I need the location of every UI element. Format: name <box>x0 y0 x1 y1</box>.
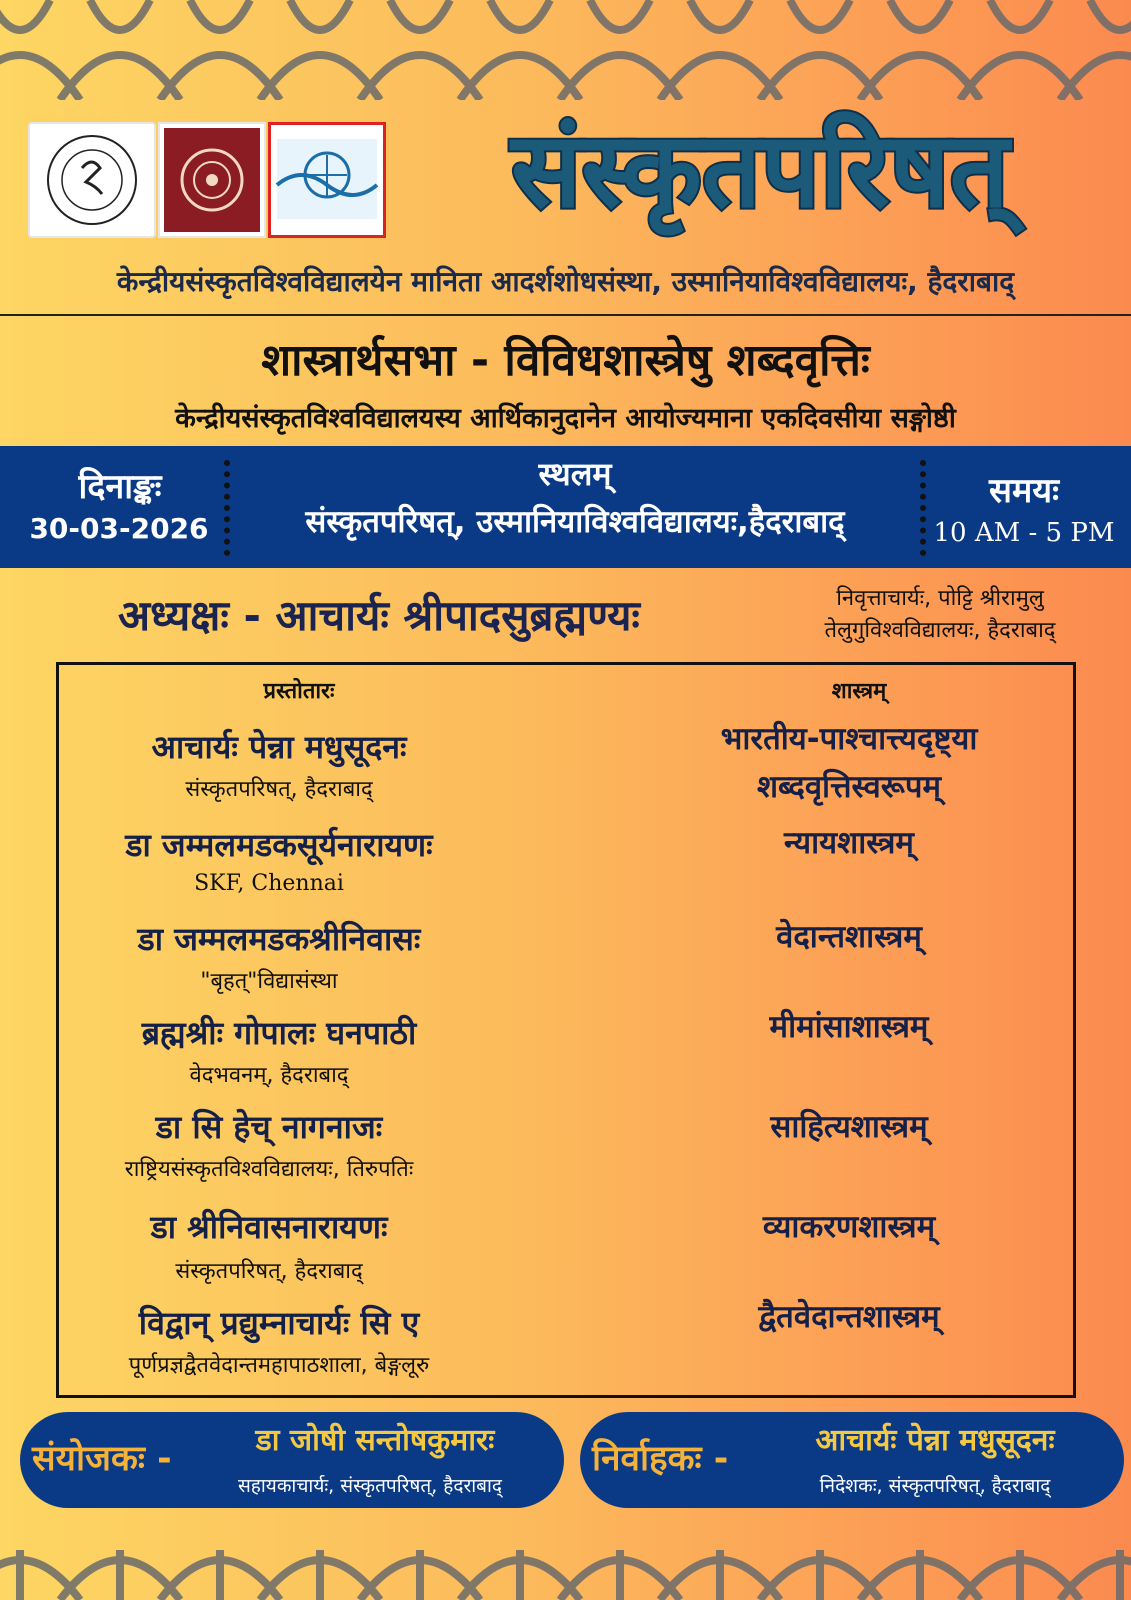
speaker-affiliation: राष्ट्रियसंस्कृतविश्वविद्यालयः, तिरुपतिः <box>124 1157 414 1182</box>
decorative-top-border <box>0 0 1131 100</box>
institution-affiliation: केन्द्रीयसंस्कृतविश्वविद्यालयेन मानिता आदर्शशोधसंस्था, उस्मानियाविश्वविद्यालयः, हैदराबाद् <box>116 265 1015 298</box>
director-box <box>580 1412 1124 1508</box>
topic: द्वैतवेदान्तशास्त्रम् <box>758 1299 940 1335</box>
event-title: शास्त्रार्थसभा - विविधशास्त्रेषु शब्दवृत्तिः <box>261 335 870 386</box>
topic: व्याकरणशास्त्रम् <box>762 1209 936 1245</box>
speaker-affiliation: वेदभवनम्, हैदराबाद् <box>189 1063 349 1088</box>
topic-column-header: शास्त्रम् <box>831 679 887 704</box>
topic: मीमांसाशास्त्रम् <box>769 1009 929 1045</box>
topic: वेदान्तशास्त्रम् <box>776 919 922 955</box>
time-value: 10 AM - 5 PM <box>933 518 1115 548</box>
convener-box <box>20 1412 564 1508</box>
convener-name: डा जोषी सन्तोषकुमारः <box>255 1423 495 1458</box>
speaker-affiliation: संस्कृतपरिषत्, हैदराबाद् <box>185 777 373 802</box>
speaker-affiliation: संस्कृतपरिषत्, हैदराबाद् <box>175 1259 363 1284</box>
speaker-affiliation: पूर्णप्रज्ञद्वैतवेदान्तमहापाठशाला, बेङ्गलूरु <box>128 1353 430 1378</box>
svg-text:संस्कृतपरिषत्: संस्कृतपरिषत् <box>511 109 1009 231</box>
page-title <box>440 88 1080 258</box>
date-label: दिनाङ्कः <box>78 467 162 507</box>
speaker-name: डा जम्मलमडकश्रीनिवासः <box>137 920 421 958</box>
speakers-column-header: प्रस्तोतारः <box>263 679 335 704</box>
director-name: आचार्यः पेन्ना मधुसूदनः <box>815 1423 1055 1458</box>
time-label: समयः <box>989 471 1059 511</box>
event-subtitle: केन्द्रीयसंस्कृतविश्वविद्यालयस्य आर्थिकानुदानेन आयोज्यमाना एकदिवसीया सङ्गोष्ठी <box>175 403 956 434</box>
director-affiliation: निदेशकः, संस्कृतपरिषत्, हैदराबाद् <box>819 1475 1051 1497</box>
chairperson: अध्यक्षः - आचार्यः श्रीपादसुब्रह्मण्यः <box>118 591 640 640</box>
topic: साहित्यशास्त्रम् <box>770 1109 928 1145</box>
convener-role: संयोजकः - <box>32 1439 172 1479</box>
director-role: निर्वाहकः - <box>592 1439 729 1479</box>
speaker-name: डा जम्मलमडकसूर्यनारायणः <box>125 826 433 864</box>
chairperson-affiliation-line2: तेलुगुविश्वविद्यालयः, हैदराबाद् <box>824 618 1056 643</box>
speaker-name: डा सि हेच् नागनाजः <box>155 1108 383 1146</box>
topic: भारतीय-पाश्चात्त्यदृष्ट्या <box>720 721 978 757</box>
speaker-name: ब्रह्मश्रीः गोपालः घनपाठी <box>141 1014 417 1052</box>
speaker-affiliation: SKF, Chennai <box>194 871 344 896</box>
sanskrit-academy-logo <box>158 122 266 238</box>
topic: शब्दवृत्तिस्वरूपम् <box>756 769 942 805</box>
osmania-university-logo <box>28 122 156 238</box>
divider <box>0 314 1131 316</box>
sanskrit-parishat-logo <box>268 122 386 238</box>
venue-value: संस्कृतपरिषत्, उस्मानियाविश्वविद्यालयः,हैदराबाद् <box>305 504 845 540</box>
speakers-panel <box>56 662 1076 1398</box>
topic: न्यायशास्त्रम् <box>784 825 914 861</box>
chairperson-affiliation-line1: निवृत्ताचार्यः, पोट्टि श्रीरामुलु <box>836 586 1044 611</box>
speaker-affiliation: "बृहत्"विद्यासंस्था <box>200 969 338 994</box>
convener-affiliation: सहायकाचार्यः, संस्कृतपरिषत्, हैदराबाद् <box>237 1475 503 1497</box>
speaker-name: विद्वान् प्रद्युम्नाचार्यः सि ए <box>138 1304 420 1342</box>
date-value: 30-03-2026 <box>29 512 209 545</box>
speaker-name: डा श्रीनिवासनारायणः <box>150 1208 388 1246</box>
decorative-bottom-border <box>0 1510 1131 1600</box>
speaker-name: आचार्यः पेन्ना मधुसूदनः <box>151 728 407 766</box>
venue-label: स्थलम् <box>538 455 612 493</box>
